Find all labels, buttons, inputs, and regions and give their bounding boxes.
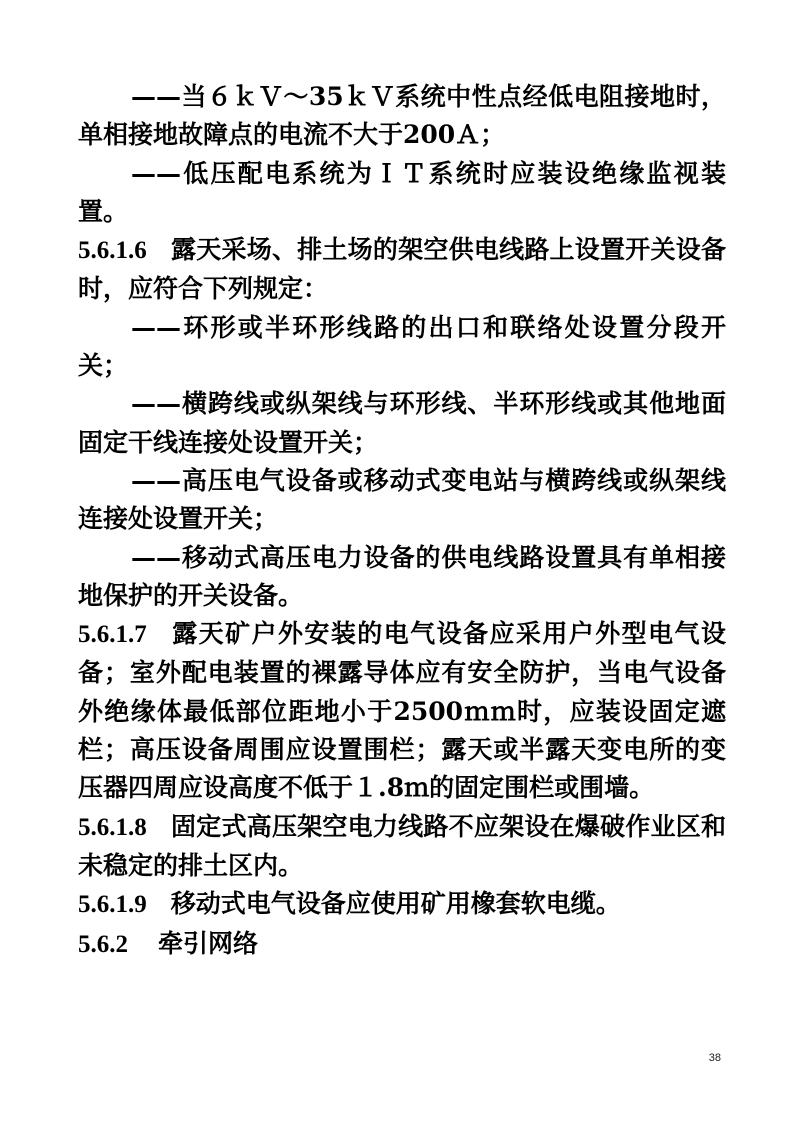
dash-item-crossing-line-switch (78, 385, 726, 462)
section-heading-5-6-2 (78, 925, 726, 964)
clause-number: 5.6.1.8 (78, 813, 147, 841)
clause-text: 露天矿户外安装的电气设备应采用户外型电气设备；室外配电装置的裸露导体应有安全防护，当电气设备外绝缘体最低部位距地小于2500ｍｍ时，应装设固定遮栏；高压设备周围应设置围栏；露天或半露天变电所的变压器四周应设高度不低于１.8ｍ的固定围栏或围墙。 (78, 619, 726, 803)
dash-item-ring-line-switch (78, 309, 726, 386)
clause-5-6-1-9 (78, 885, 726, 924)
dash-item-mobile-equipment-switch (78, 539, 726, 616)
page-number: 38 (708, 1052, 721, 1064)
paragraph-text: ——移动式高压电力设备的供电线路设置具有单相接地保护的开关设备。 (78, 542, 726, 610)
dash-item-low-resistance-grounding (78, 78, 726, 155)
clause-number: 5.6.1.6 (78, 237, 147, 265)
clause-5-6-1-6 (78, 231, 726, 309)
section-number: 5.6.2 (78, 930, 128, 958)
page-body (78, 78, 726, 964)
clause-number: 5.6.1.7 (78, 621, 147, 649)
clause-5-6-1-8 (78, 808, 726, 886)
clause-text: 移动式电气设备应使用矿用橡套软电缆。 (170, 889, 621, 919)
paragraph-text: ——低压配电系统为ＩＴ系统时应装设绝缘监视装置。 (78, 158, 726, 226)
paragraph-text: ——高压电气设备或移动式变电站与横跨线或纵架线连接处设置开关； (78, 465, 726, 534)
section-title: 牵引网络 (158, 928, 259, 958)
dash-item-it-system-monitoring (78, 155, 726, 232)
paragraph-text: ——横跨线或纵架线与环形线、半环形线或其他地面固定干线连接处设置开关； (78, 389, 726, 457)
clause-number: 5.6.1.9 (78, 891, 147, 919)
clause-text: 固定式高压架空电力线路不应架设在爆破作业区和未稳定的排土区内。 (78, 811, 726, 880)
paragraph-text: ——环形或半环形线路的出口和联络处设置分段开关； (78, 312, 726, 381)
clause-5-6-1-7 (78, 615, 726, 807)
clause-text: 露天采场、排土场的架空供电线路上设置开关设备时，应符合下列规定： (78, 235, 726, 304)
dash-item-substation-switch (78, 462, 726, 539)
paragraph-text: ——当６ｋＶ～35ｋＶ系统中性点经低电阻接地时，单相接地故障点的电流不大于200Ａ； (78, 82, 726, 150)
